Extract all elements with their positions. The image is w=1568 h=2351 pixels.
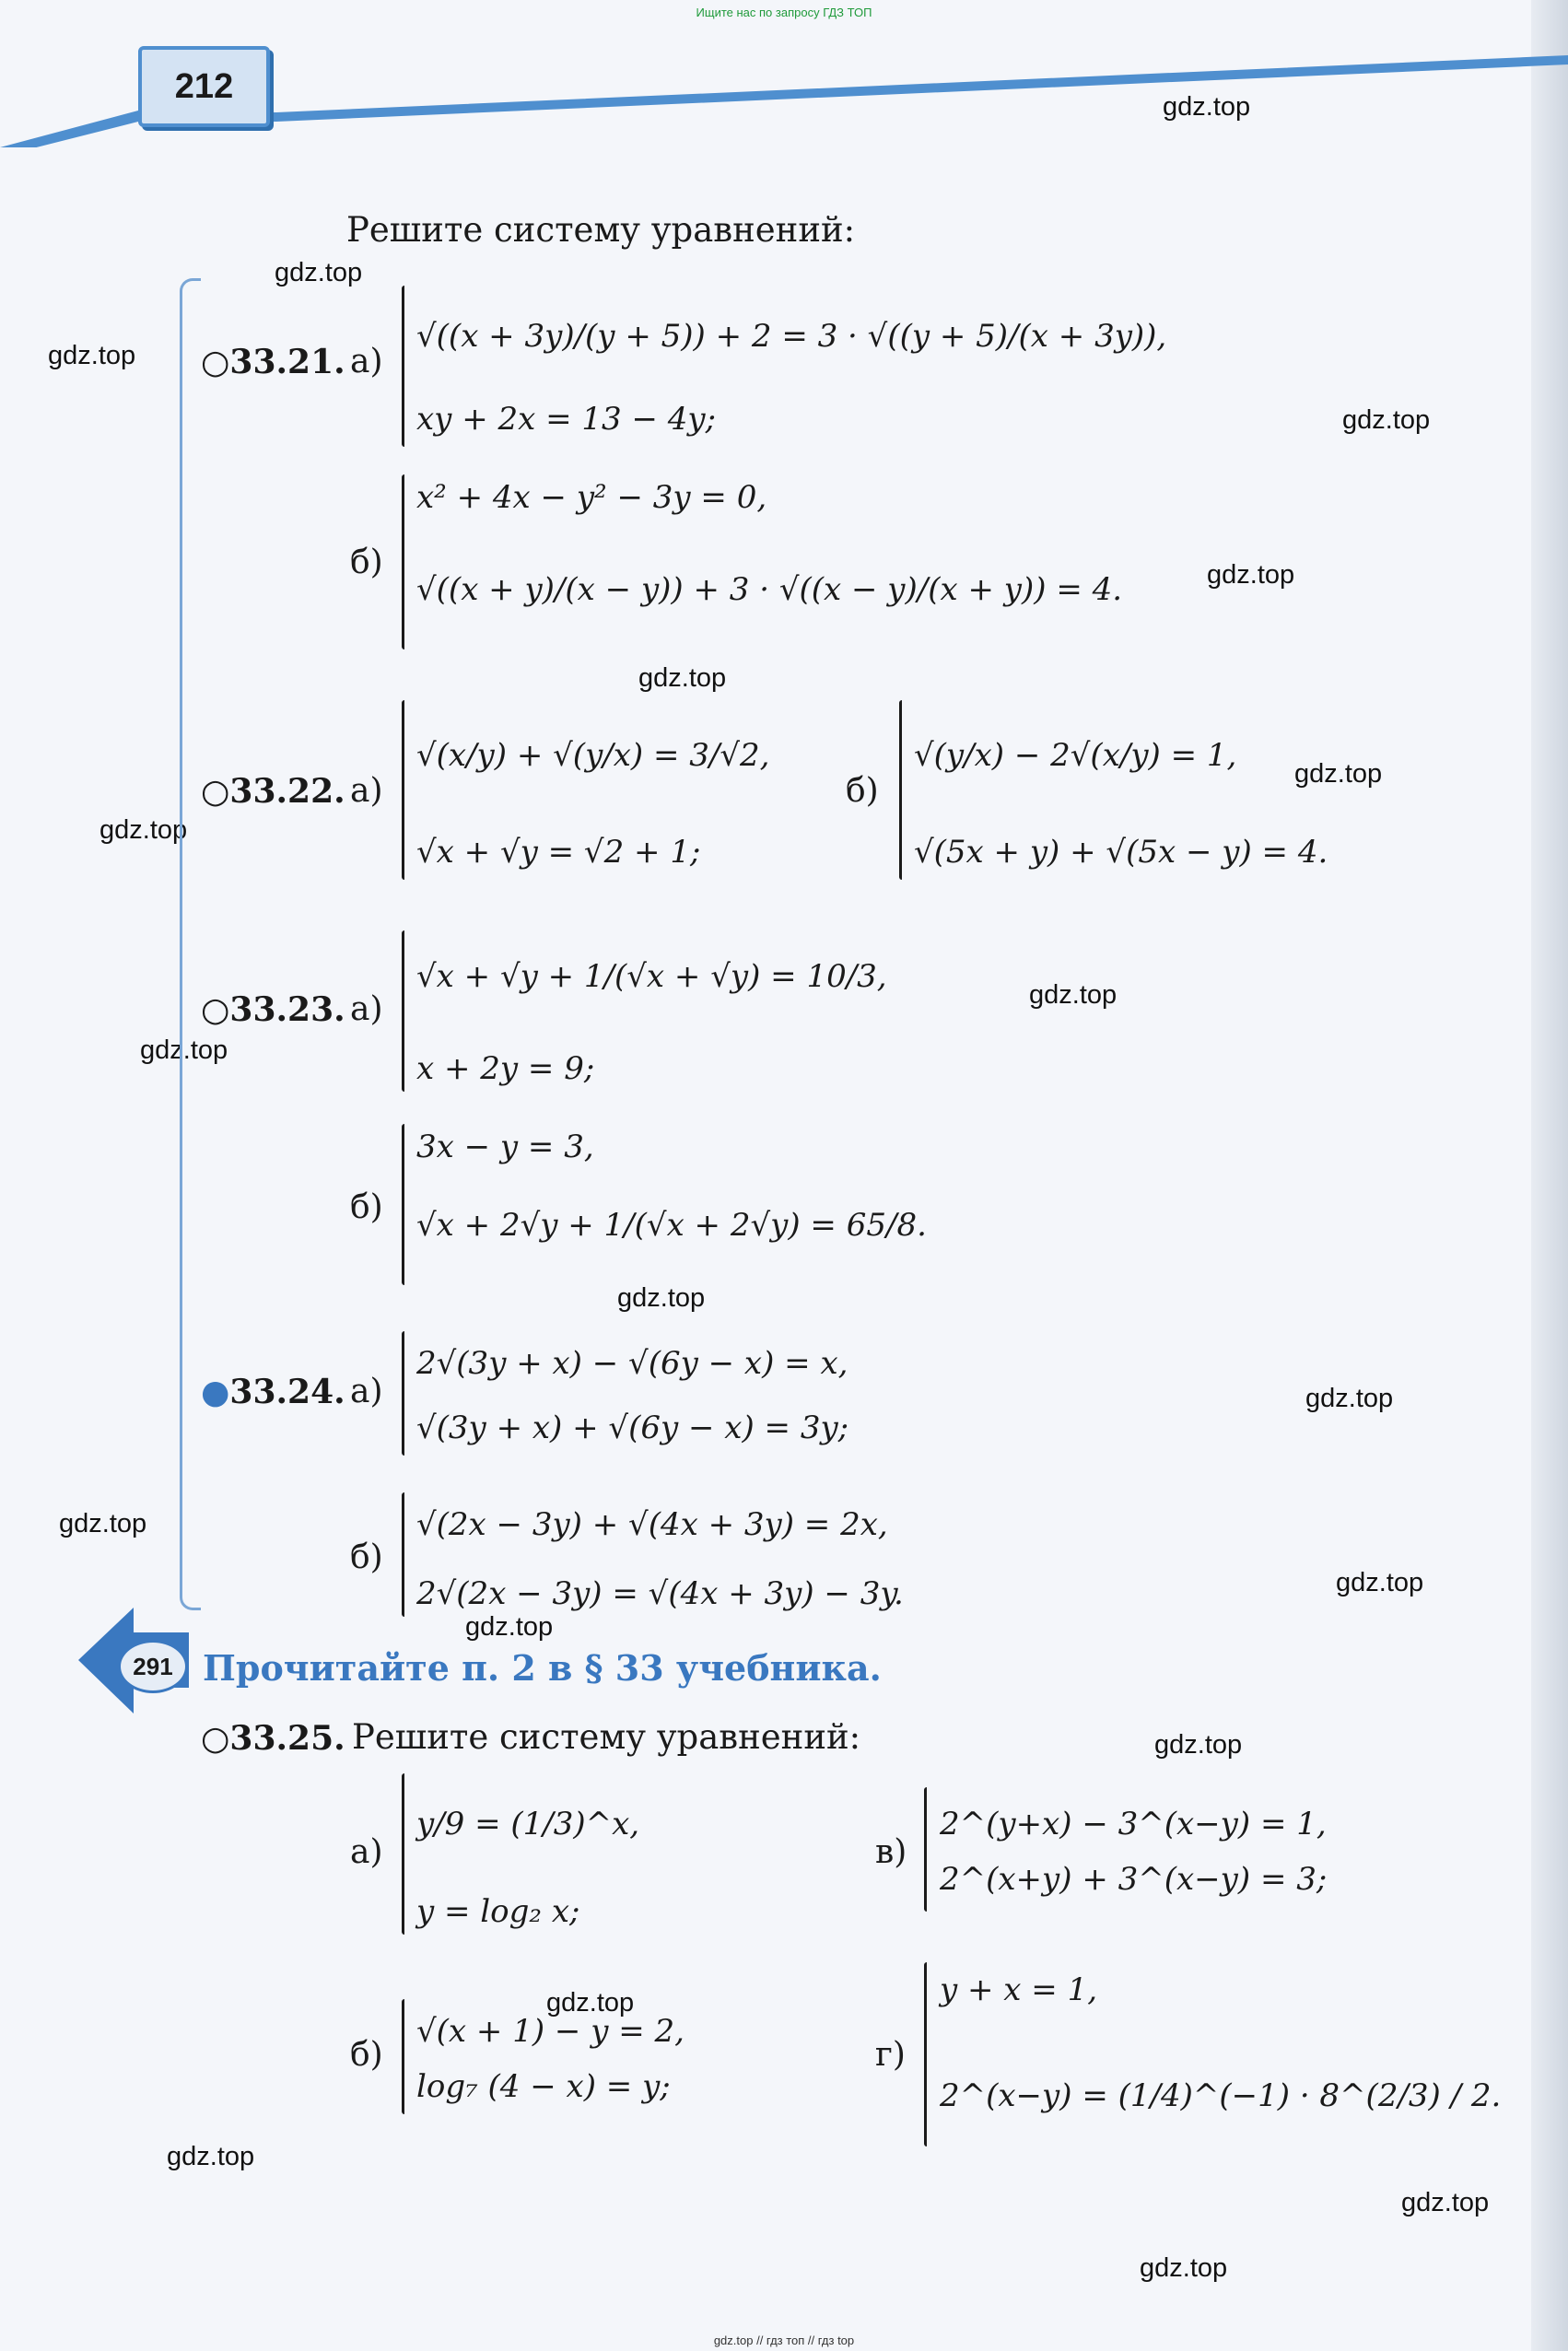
equation: x² + 4x − y² − 3y = 0, bbox=[416, 479, 767, 516]
top-note: Ищите нас по запросу ГДЗ ТОП bbox=[696, 6, 872, 19]
problem-number: ○33.25. bbox=[201, 1719, 345, 1758]
system-brace bbox=[402, 474, 404, 649]
watermark: gdz.top bbox=[1029, 980, 1117, 1010]
part-label: б) bbox=[350, 1188, 383, 1226]
system-brace bbox=[402, 700, 404, 880]
system-brace bbox=[402, 1773, 404, 1935]
equation: 3x − y = 3, bbox=[416, 1129, 594, 1165]
system-brace bbox=[402, 1124, 404, 1285]
watermark: gdz.top bbox=[99, 815, 188, 845]
watermark: gdz.top bbox=[1154, 1730, 1243, 1760]
part-label: б) bbox=[350, 2036, 383, 2074]
part-label: в) bbox=[875, 1833, 907, 1871]
part-label: б) bbox=[350, 544, 383, 581]
part-label: б) bbox=[350, 1538, 383, 1576]
watermark: gdz.top bbox=[48, 341, 136, 370]
watermark: gdz.top bbox=[1401, 2188, 1490, 2217]
page-number: 212 bbox=[138, 46, 270, 127]
system-brace bbox=[402, 930, 404, 1092]
equation: y/9 = (1/3)^x, bbox=[416, 1806, 640, 1842]
equation: √(x + 1) − y = 2, bbox=[416, 2013, 685, 2050]
watermark: gdz.top bbox=[275, 258, 363, 287]
page-edge bbox=[1531, 0, 1568, 2351]
equation: y = log₂ x; bbox=[416, 1893, 580, 1930]
equation: √((x + y)/(x − y)) + 3 · √((x − y)/(x + y)) = 4. bbox=[416, 571, 1123, 608]
footer-note: gdz.top // гдз топ // гдз top bbox=[713, 2333, 855, 2347]
watermark: gdz.top bbox=[167, 2142, 255, 2171]
system-brace bbox=[402, 1492, 404, 1617]
equation: √(y/x) − 2√(x/y) = 1, bbox=[914, 737, 1237, 774]
watermark: gdz.top bbox=[638, 663, 727, 693]
part-label: а) bbox=[350, 1373, 383, 1410]
part-label: а) bbox=[350, 343, 383, 380]
equation: 2√(3y + x) − √(6y − x) = x, bbox=[416, 1345, 848, 1382]
equation: √x + 2√y + 1/(√x + 2√y) = 65/8. bbox=[416, 1207, 927, 1244]
equation: √x + √y + 1/(√x + √y) = 10/3, bbox=[416, 958, 887, 995]
part-label: г) bbox=[875, 2036, 906, 2074]
watermark: gdz.top bbox=[1294, 759, 1383, 789]
watermark: gdz.top bbox=[465, 1612, 554, 1642]
watermark: gdz.top bbox=[1342, 405, 1431, 435]
part-label: а) bbox=[350, 772, 383, 810]
watermark: gdz.top bbox=[617, 1283, 706, 1313]
section-title: Прочитайте п. 2 в § 33 учебника. bbox=[203, 1647, 882, 1689]
system-brace bbox=[899, 700, 902, 880]
part-label: а) bbox=[350, 990, 383, 1028]
problem-number: ○33.21. bbox=[201, 343, 345, 381]
watermark: gdz.top bbox=[1207, 560, 1295, 590]
exercise-group-bracket bbox=[180, 278, 201, 1610]
problem-title: Решите систему уравнений: bbox=[352, 1717, 861, 1757]
watermark: gdz.top bbox=[1163, 92, 1251, 122]
watermark: gdz.top bbox=[1305, 1384, 1394, 1413]
equation: 2^(x−y) = (1/4)^(−1) · 8^(2/3) / 2. bbox=[940, 2077, 1502, 2114]
watermark: gdz.top bbox=[140, 1035, 228, 1065]
equation: x + 2y = 9; bbox=[416, 1050, 595, 1087]
equation: √(2x − 3y) + √(4x + 3y) = 2x, bbox=[416, 1506, 888, 1543]
part-label: а) bbox=[350, 1833, 383, 1871]
system-brace bbox=[924, 1787, 927, 1912]
system-brace bbox=[402, 1999, 404, 2114]
watermark: gdz.top bbox=[59, 1509, 147, 1538]
system-brace bbox=[924, 1962, 927, 2146]
problem-number: ○33.23. bbox=[201, 990, 345, 1029]
equation: 2√(2x − 3y) = √(4x + 3y) − 3y. bbox=[416, 1575, 904, 1612]
watermark: gdz.top bbox=[546, 1988, 635, 2018]
equation: √x + √y = √2 + 1; bbox=[416, 834, 701, 871]
equation: √(x/y) + √(y/x) = 3/√2, bbox=[416, 737, 770, 774]
part-label: б) bbox=[846, 772, 879, 810]
equation: log₇ (4 − x) = y; bbox=[416, 2068, 671, 2105]
equation: y + x = 1, bbox=[940, 1971, 1098, 2008]
equation: √(5x + y) + √(5x − y) = 4. bbox=[914, 834, 1328, 871]
problem-number: ●33.24. bbox=[201, 1373, 345, 1411]
section-badge: 291 bbox=[118, 1640, 188, 1693]
equation: xy + 2x = 13 − 4y; bbox=[416, 401, 717, 438]
problem-number: ○33.22. bbox=[201, 772, 345, 811]
system-brace bbox=[402, 1331, 404, 1456]
equation: 2^(y+x) − 3^(x−y) = 1, bbox=[940, 1806, 1327, 1842]
watermark: gdz.top bbox=[1140, 2253, 1228, 2283]
equation: √(3y + x) + √(6y − x) = 3y; bbox=[416, 1409, 849, 1446]
equation: 2^(x+y) + 3^(x−y) = 3; bbox=[940, 1861, 1328, 1898]
watermark: gdz.top bbox=[1336, 1568, 1424, 1597]
system-brace bbox=[402, 286, 404, 447]
intro-title: Решите систему уравнений: bbox=[346, 210, 856, 250]
equation: √((x + 3y)/(y + 5)) + 2 = 3 · √((y + 5)/(x + 3y)), bbox=[416, 318, 1167, 355]
